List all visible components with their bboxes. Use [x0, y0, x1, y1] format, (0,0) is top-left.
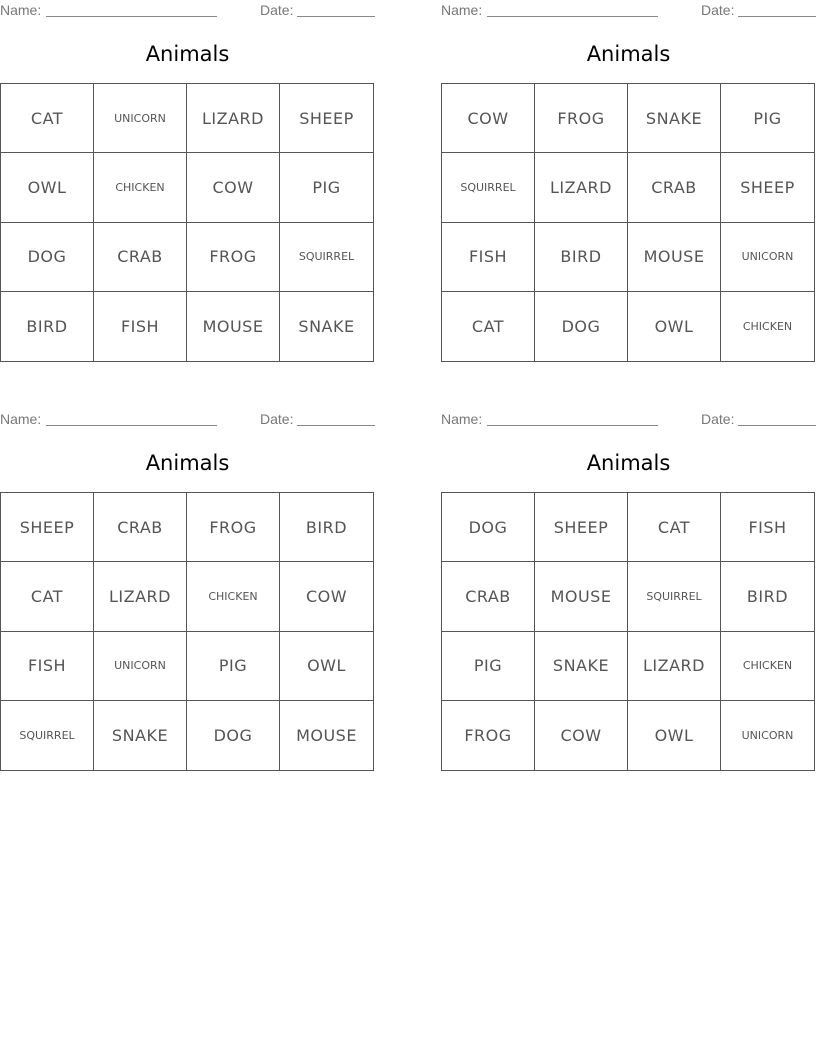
- bingo-cell: MOUSE: [628, 223, 721, 292]
- bingo-cell: DOG: [187, 701, 280, 770]
- name-blank-line: [487, 425, 658, 426]
- bingo-cell: DOG: [442, 493, 535, 562]
- bingo-cell: CHICKEN: [94, 153, 187, 222]
- name-blank-line: [487, 16, 658, 17]
- bingo-cell: BIRD: [721, 562, 814, 631]
- bingo-cell: CHICKEN: [187, 562, 280, 631]
- card-title: Animals: [586, 451, 671, 475]
- bingo-cell: FISH: [1, 632, 94, 701]
- bingo-grid: [441, 83, 815, 362]
- date-label: Date:: [260, 2, 294, 18]
- bingo-cell: COW: [187, 153, 280, 222]
- bingo-cell: COW: [535, 701, 628, 770]
- bingo-cell: FROG: [187, 493, 280, 562]
- bingo-cell: FROG: [535, 84, 628, 153]
- bingo-cell: LIZARD: [187, 84, 280, 153]
- bingo-cell: PIG: [280, 153, 373, 222]
- name-label: Name:: [0, 411, 42, 427]
- bingo-cell: FISH: [94, 292, 187, 361]
- date-blank-line: [297, 16, 375, 17]
- bingo-cell: SHEEP: [535, 493, 628, 562]
- bingo-cell: CAT: [442, 292, 535, 361]
- bingo-cell: COW: [280, 562, 373, 631]
- name-date-row: [441, 2, 816, 20]
- bingo-grid: [0, 83, 374, 362]
- name-label: Name:: [441, 2, 483, 18]
- bingo-cell: MOUSE: [296, 725, 357, 745]
- bingo-cell: OWL: [1, 153, 94, 222]
- bingo-cell: SHEEP: [1, 493, 94, 562]
- bingo-cell: BIRD: [1, 292, 94, 361]
- bingo-cell: SQUIRREL: [280, 223, 373, 292]
- bingo-card-4: [441, 409, 816, 773]
- card-title: Animals: [145, 451, 230, 475]
- name-label: Name:: [0, 2, 42, 18]
- date-label: Date:: [701, 2, 735, 18]
- bingo-cell: PIG: [187, 632, 280, 701]
- bingo-card-2: [441, 0, 816, 364]
- bingo-cell: SQUIRREL: [442, 153, 535, 222]
- bingo-cell: OWL: [628, 292, 721, 361]
- name-blank-line: [46, 16, 217, 17]
- bingo-cell: CHICKEN: [742, 319, 793, 333]
- bingo-card-3: [0, 409, 375, 773]
- bingo-cell: PIG: [442, 632, 535, 701]
- bingo-cell: MOUSE: [535, 562, 628, 631]
- bingo-cell: FROG: [442, 701, 535, 770]
- bingo-cell: CRAB: [628, 153, 721, 222]
- bingo-cell: DOG: [1, 223, 94, 292]
- card-title: Animals: [586, 42, 671, 66]
- bingo-cell: DOG: [535, 292, 628, 361]
- bingo-cell: UNICORN: [94, 632, 187, 701]
- name-label: Name:: [441, 411, 483, 427]
- bingo-cell: SNAKE: [94, 701, 187, 770]
- bingo-card-1: [0, 0, 375, 364]
- name-date-row: [441, 411, 816, 429]
- bingo-cell: UNICORN: [94, 84, 187, 153]
- bingo-cell: SNAKE: [535, 632, 628, 701]
- bingo-cell: COW: [442, 84, 535, 153]
- bingo-cell: UNICORN: [741, 728, 794, 742]
- bingo-cell: LIZARD: [628, 632, 721, 701]
- bingo-grid: [0, 492, 374, 771]
- date-blank-line: [297, 425, 375, 426]
- date-label: Date:: [701, 411, 735, 427]
- bingo-cell: SNAKE: [628, 84, 721, 153]
- bingo-cell: SQUIRREL: [1, 701, 94, 770]
- bingo-cell: MOUSE: [187, 292, 280, 361]
- bingo-cell: CAT: [628, 493, 721, 562]
- bingo-cell: CAT: [1, 562, 94, 631]
- card-title: Animals: [145, 42, 230, 66]
- bingo-cell: FROG: [187, 223, 280, 292]
- bingo-cell: FISH: [442, 223, 535, 292]
- bingo-cell: SHEEP: [280, 84, 373, 153]
- bingo-cell: SNAKE: [298, 316, 355, 336]
- name-blank-line: [46, 425, 217, 426]
- date-blank-line: [738, 16, 816, 17]
- bingo-cell: SHEEP: [721, 153, 814, 222]
- bingo-cell: LIZARD: [94, 562, 187, 631]
- name-date-row: [0, 411, 375, 429]
- bingo-cell: OWL: [628, 701, 721, 770]
- bingo-cell: CAT: [1, 84, 94, 153]
- bingo-cell: CRAB: [442, 562, 535, 631]
- name-date-row: [0, 2, 375, 20]
- bingo-cell: CRAB: [94, 493, 187, 562]
- bingo-cell: PIG: [721, 84, 814, 153]
- bingo-grid: [441, 492, 815, 771]
- bingo-cell: CHICKEN: [721, 632, 814, 701]
- date-blank-line: [738, 425, 816, 426]
- bingo-cell: LIZARD: [535, 153, 628, 222]
- bingo-cell: OWL: [280, 632, 373, 701]
- bingo-cell: FISH: [721, 493, 814, 562]
- bingo-cell: CRAB: [94, 223, 187, 292]
- bingo-cell: BIRD: [280, 493, 373, 562]
- date-label: Date:: [260, 411, 294, 427]
- bingo-cell: SQUIRREL: [628, 562, 721, 631]
- bingo-cell: UNICORN: [721, 223, 814, 292]
- bingo-cell: BIRD: [535, 223, 628, 292]
